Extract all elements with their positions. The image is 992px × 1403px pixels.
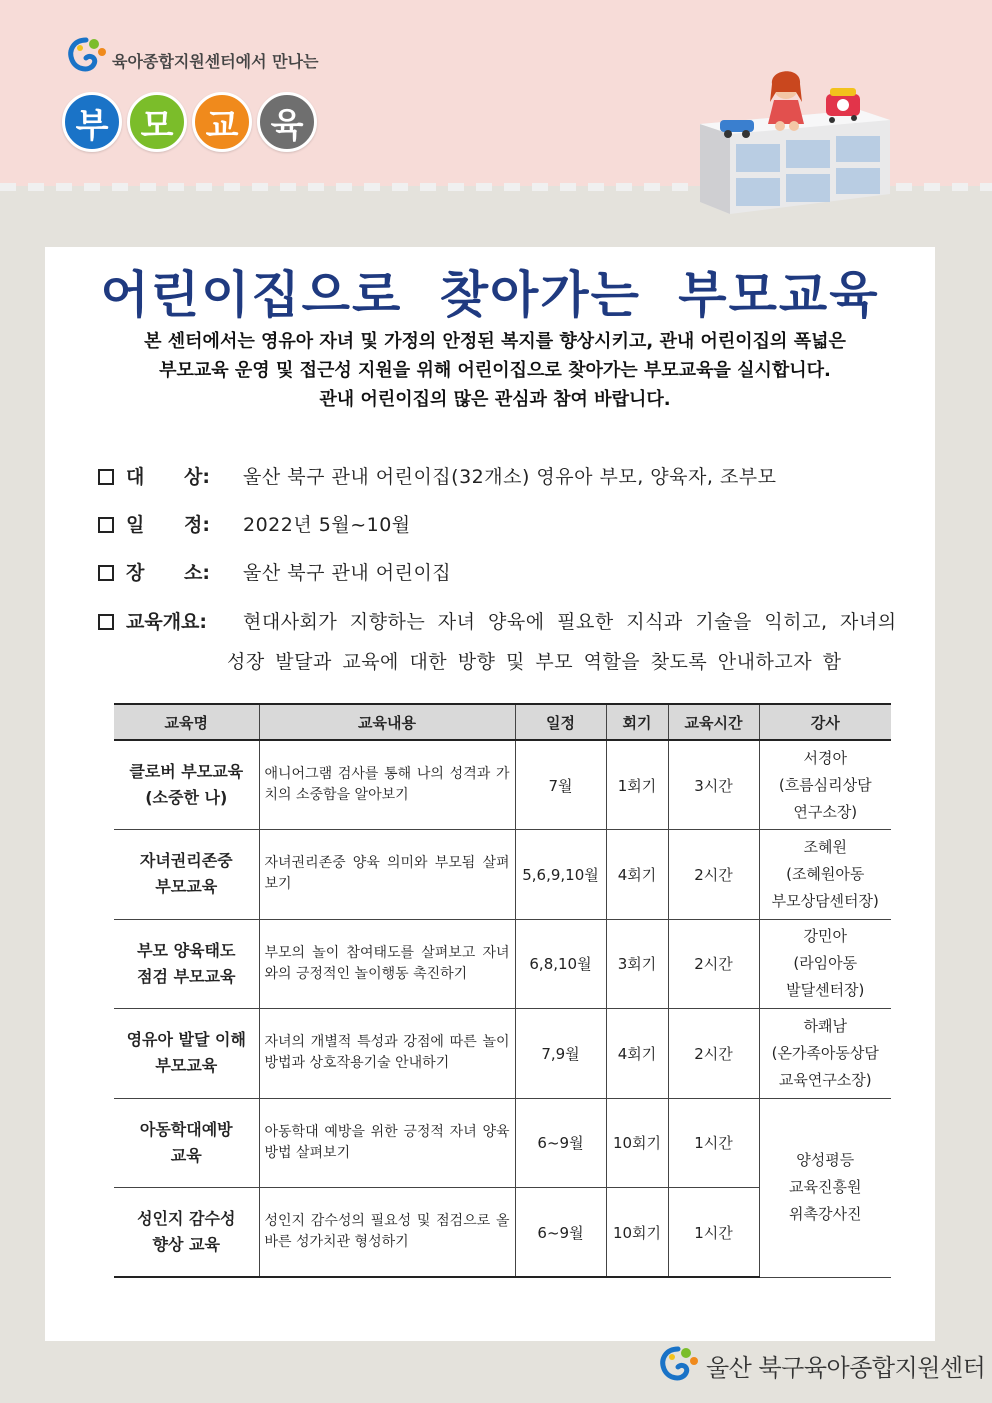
cell-content: 자녀권리존중 양육 의미와 부모됨 살펴보기 [259, 830, 515, 920]
cell-name: 아동학대예방 교육 [114, 1098, 259, 1188]
info-overview-cont [227, 647, 841, 674]
cell-instructor: 하쾌남 (온가족아동상담 교육연구소장) [759, 1009, 891, 1099]
cell-content: 자녀의 개별적 특성과 강점에 따른 놀이방법과 상호작용기술 안내하기 [259, 1009, 515, 1099]
footer-org-name: 울산 북구육아종합지원센터 [706, 1353, 986, 1382]
cell-date: 7월 [515, 740, 606, 830]
cell-name: 성인지 감수성 향상 교육 [114, 1188, 259, 1278]
cell-hours: 2시간 [668, 830, 759, 920]
swirl-logo-icon [64, 34, 108, 78]
cell-date: 6~9월 [515, 1098, 606, 1188]
checkbox-icon [98, 517, 114, 533]
cell-name: 클로버 부모교육 (소중한 나) [114, 740, 259, 830]
checkbox-icon [98, 614, 114, 630]
table-row [114, 740, 891, 830]
cell-date: 5,6,9,10월 [515, 830, 606, 920]
cell-name: 자녀권리존중 부모교육 [114, 830, 259, 920]
cell-sessions: 4회기 [606, 830, 668, 920]
col-header-instructor: 강사 [759, 704, 891, 740]
info-schedule-value: 2022년 5월~10월 [243, 514, 411, 536]
cell-instructor: 강민아 (라임아동 발달센터장) [759, 919, 891, 1009]
table-row [114, 1098, 891, 1188]
cell-sessions: 3회기 [606, 919, 668, 1009]
col-header-sessions: 회기 [606, 704, 668, 740]
table-row [114, 1009, 891, 1099]
info-place-value: 울산 북구 관내 어린이집 [243, 562, 452, 584]
cell-instructor: 조혜원 (조혜원아동 부모상담센터장) [759, 830, 891, 920]
info-target-label: 대 상: [126, 466, 210, 488]
intro-text [95, 327, 895, 414]
toy-shelf-icon [690, 62, 900, 222]
program-table [114, 703, 891, 1278]
col-header-content: 교육내용 [259, 704, 515, 740]
cell-name: 부모 양육태도 점검 부모교육 [114, 919, 259, 1009]
cell-date: 6~9월 [515, 1188, 606, 1278]
info-overview-line-1: 현대사회가 지향하는 자녀 양육에 필요한 지식과 기술을 익히고, 자녀의 [243, 611, 897, 633]
info-schedule [98, 510, 411, 537]
header-logo [64, 33, 319, 79]
intro-line-2: 부모교육 운영 및 접근성 지원을 위해 어린이집으로 찾아가는 부모교육을 실시합니다. [159, 360, 831, 381]
title-char-1: 부 [62, 92, 122, 152]
info-overview-label: 교육개요: [126, 611, 208, 633]
cell-name: 영유아 발달 이해 부모교육 [114, 1009, 259, 1099]
header-title [62, 92, 322, 152]
info-place [98, 558, 451, 585]
title-char-3: 교 [192, 92, 252, 152]
table-row [114, 919, 891, 1009]
table-header-row [114, 704, 891, 740]
info-overview [98, 607, 897, 634]
cell-hours: 1시간 [668, 1188, 759, 1278]
table-row [114, 830, 891, 920]
cell-sessions: 10회기 [606, 1188, 668, 1278]
intro-line-1: 본 센터에서는 영유아 자녀 및 가정의 안정된 복지를 향상시키고, 관내 어린이집의 폭넓은 [144, 331, 846, 352]
cell-content: 성인지 감수성의 필요성 및 점검으로 올바른 성가치관 형성하기 [259, 1188, 515, 1278]
checkbox-icon [98, 469, 114, 485]
cell-content: 애니어그램 검사를 통해 나의 성격과 가치의 소중함을 알아보기 [259, 740, 515, 830]
info-place-label: 장 소: [126, 562, 210, 584]
cell-hours: 1시간 [668, 1098, 759, 1188]
info-overview-line-2: 성장 발달과 교육에 대한 방향 및 부모 역할을 찾도록 안내하고자 함 [227, 651, 842, 673]
content-card [45, 247, 935, 1341]
cell-sessions: 4회기 [606, 1009, 668, 1099]
info-target [98, 462, 777, 489]
cell-date: 7,9월 [515, 1009, 606, 1099]
title-char-4: 육 [257, 92, 317, 152]
header-subtitle: 육아종합지원센터에서 만나는 [112, 51, 319, 71]
intro-line-3: 관내 어린이집의 많은 관심과 참여 바랍니다. [319, 389, 671, 410]
swirl-logo-icon [656, 1343, 700, 1387]
cell-hours: 2시간 [668, 1009, 759, 1099]
col-header-date: 일정 [515, 704, 606, 740]
cell-instructor-shared: 양성평등 교육진흥원 위촉강사진 [759, 1098, 891, 1277]
cell-sessions: 10회기 [606, 1098, 668, 1188]
info-target-value: 울산 북구 관내 어린이집(32개소) 영유아 부모, 양육자, 조부모 [243, 466, 777, 488]
checkbox-icon [98, 565, 114, 581]
cell-sessions: 1회기 [606, 740, 668, 830]
col-header-hours: 교육시간 [668, 704, 759, 740]
cell-content: 부모의 놀이 참여태도를 살펴보고 자녀와의 긍정적인 놀이행동 촉진하기 [259, 919, 515, 1009]
cell-hours: 3시간 [668, 740, 759, 830]
info-schedule-label: 일 정: [126, 514, 210, 536]
col-header-name: 교육명 [114, 704, 259, 740]
cell-instructor: 서경아 (흐름심리상담 연구소장) [759, 740, 891, 830]
cell-content: 아동학대 예방을 위한 긍정적 자녀 양육 방법 살펴보기 [259, 1098, 515, 1188]
page-title: 어린이집으로 찾아가는 부모교육 [100, 266, 880, 324]
cell-hours: 2시간 [668, 919, 759, 1009]
title-char-2: 모 [127, 92, 187, 152]
cell-date: 6,8,10월 [515, 919, 606, 1009]
footer-logo [656, 1342, 985, 1388]
